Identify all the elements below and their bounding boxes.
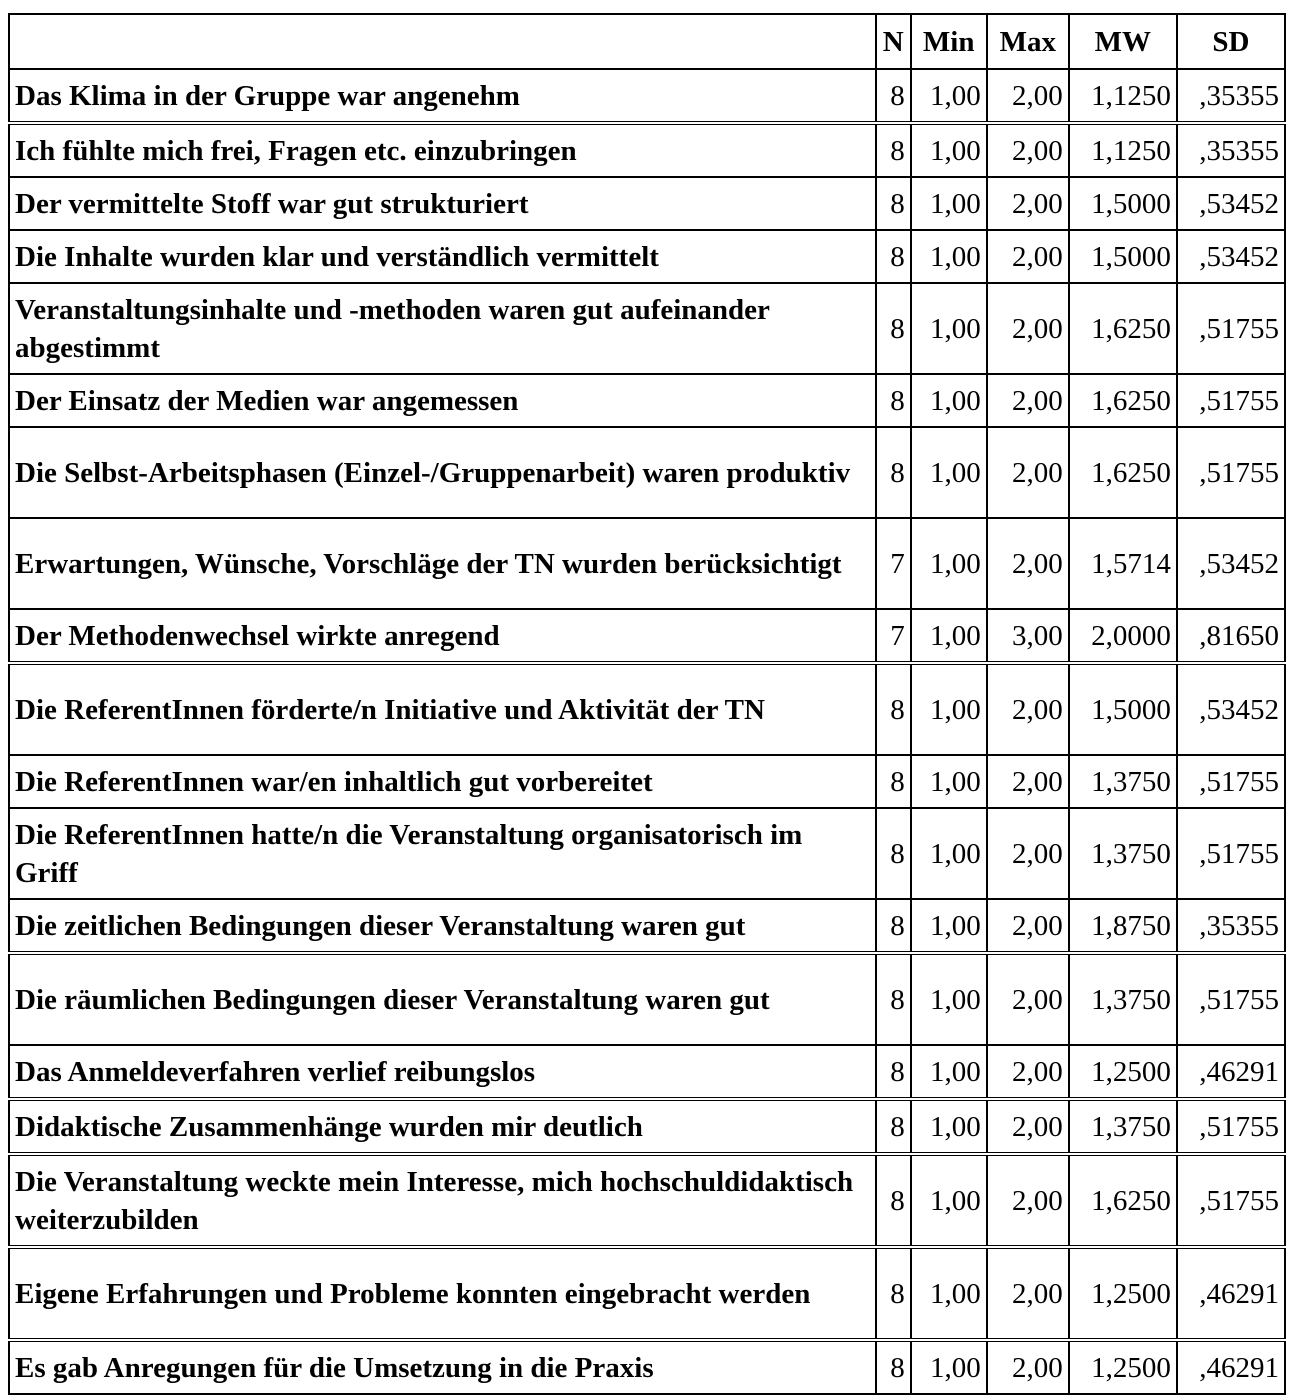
cell-max: 2,00 bbox=[987, 283, 1069, 374]
row-label: Ich fühlte mich frei, Fragen etc. einzubringen bbox=[9, 123, 876, 177]
cell-n: 8 bbox=[876, 69, 911, 123]
cell-mw: 1,8750 bbox=[1069, 899, 1177, 953]
cell-n: 7 bbox=[876, 518, 911, 609]
header-n: N bbox=[876, 14, 911, 69]
cell-sd: ,51755 bbox=[1177, 374, 1285, 427]
cell-min: 1,00 bbox=[911, 518, 987, 609]
cell-mw: 1,3750 bbox=[1069, 808, 1177, 899]
cell-sd: ,51755 bbox=[1177, 808, 1285, 899]
cell-n: 8 bbox=[876, 1045, 911, 1099]
cell-sd: ,81650 bbox=[1177, 609, 1285, 663]
table-row bbox=[9, 899, 1285, 953]
table-row bbox=[9, 808, 1285, 899]
header-row bbox=[9, 14, 1285, 69]
cell-min: 1,00 bbox=[911, 69, 987, 123]
cell-min: 1,00 bbox=[911, 1154, 987, 1247]
cell-sd: ,51755 bbox=[1177, 1154, 1285, 1247]
row-label: Die ReferentInnen förderte/n Initiative und Aktivität der TN bbox=[9, 663, 876, 755]
cell-mw: 1,5714 bbox=[1069, 518, 1177, 609]
table-row bbox=[9, 609, 1285, 663]
cell-sd: ,46291 bbox=[1177, 1045, 1285, 1099]
table-row bbox=[9, 283, 1285, 374]
cell-sd: ,46291 bbox=[1177, 1340, 1285, 1394]
cell-n: 8 bbox=[876, 663, 911, 755]
cell-max: 2,00 bbox=[987, 663, 1069, 755]
cell-min: 1,00 bbox=[911, 230, 987, 283]
cell-sd: ,51755 bbox=[1177, 1099, 1285, 1154]
cell-n: 8 bbox=[876, 953, 911, 1045]
table-row bbox=[9, 123, 1285, 177]
cell-max: 2,00 bbox=[987, 1154, 1069, 1247]
cell-mw: 2,0000 bbox=[1069, 609, 1177, 663]
row-label: Die Selbst-Arbeitsphasen (Einzel-/Gruppenarbeit) waren produktiv bbox=[9, 427, 876, 518]
row-label: Das Anmeldeverfahren verlief reibungslos bbox=[9, 1045, 876, 1099]
cell-sd: ,35355 bbox=[1177, 899, 1285, 953]
row-label: Die räumlichen Bedingungen dieser Veranstaltung waren gut bbox=[9, 953, 876, 1045]
table-row bbox=[9, 230, 1285, 283]
row-label: Die ReferentInnen hatte/n die Veranstaltung organisatorisch im Griff bbox=[9, 808, 876, 899]
cell-n: 8 bbox=[876, 1099, 911, 1154]
cell-mw: 1,3750 bbox=[1069, 1099, 1177, 1154]
row-label: Die ReferentInnen war/en inhaltlich gut vorbereitet bbox=[9, 755, 876, 808]
cell-sd: ,51755 bbox=[1177, 953, 1285, 1045]
cell-sd: ,35355 bbox=[1177, 69, 1285, 123]
cell-mw: 1,1250 bbox=[1069, 69, 1177, 123]
table-row bbox=[9, 1247, 1285, 1340]
cell-n: 8 bbox=[876, 1247, 911, 1340]
row-label: Der Methodenwechsel wirkte anregend bbox=[9, 609, 876, 663]
cell-max: 2,00 bbox=[987, 1099, 1069, 1154]
cell-max: 2,00 bbox=[987, 953, 1069, 1045]
cell-max: 2,00 bbox=[987, 69, 1069, 123]
cell-min: 1,00 bbox=[911, 755, 987, 808]
cell-mw: 1,6250 bbox=[1069, 1154, 1177, 1247]
cell-mw: 1,1250 bbox=[1069, 123, 1177, 177]
cell-min: 1,00 bbox=[911, 808, 987, 899]
table-row bbox=[9, 953, 1285, 1045]
cell-mw: 1,3750 bbox=[1069, 953, 1177, 1045]
cell-max: 2,00 bbox=[987, 427, 1069, 518]
cell-min: 1,00 bbox=[911, 427, 987, 518]
row-label: Der Einsatz der Medien war angemessen bbox=[9, 374, 876, 427]
cell-max: 2,00 bbox=[987, 1045, 1069, 1099]
cell-sd: ,53452 bbox=[1177, 177, 1285, 230]
cell-mw: 1,2500 bbox=[1069, 1045, 1177, 1099]
cell-mw: 1,6250 bbox=[1069, 283, 1177, 374]
cell-mw: 1,5000 bbox=[1069, 663, 1177, 755]
cell-min: 1,00 bbox=[911, 953, 987, 1045]
row-label: Didaktische Zusammenhänge wurden mir deutlich bbox=[9, 1099, 876, 1154]
header-max: Max bbox=[987, 14, 1069, 69]
cell-n: 8 bbox=[876, 1340, 911, 1394]
row-label: Der vermittelte Stoff war gut strukturiert bbox=[9, 177, 876, 230]
cell-min: 1,00 bbox=[911, 663, 987, 755]
cell-max: 2,00 bbox=[987, 374, 1069, 427]
row-label: Erwartungen, Wünsche, Vorschläge der TN wurden berücksichtigt bbox=[9, 518, 876, 609]
table-row bbox=[9, 1340, 1285, 1394]
cell-mw: 1,5000 bbox=[1069, 177, 1177, 230]
cell-n: 8 bbox=[876, 755, 911, 808]
cell-sd: ,51755 bbox=[1177, 283, 1285, 374]
cell-sd: ,51755 bbox=[1177, 755, 1285, 808]
cell-max: 2,00 bbox=[987, 808, 1069, 899]
cell-sd: ,53452 bbox=[1177, 230, 1285, 283]
row-label: Die zeitlichen Bedingungen dieser Veranstaltung waren gut bbox=[9, 899, 876, 953]
row-label: Eigene Erfahrungen und Probleme konnten eingebracht werden bbox=[9, 1247, 876, 1340]
cell-mw: 1,5000 bbox=[1069, 230, 1177, 283]
cell-min: 1,00 bbox=[911, 283, 987, 374]
table-row bbox=[9, 1154, 1285, 1247]
cell-n: 8 bbox=[876, 177, 911, 230]
cell-max: 2,00 bbox=[987, 755, 1069, 808]
cell-min: 1,00 bbox=[911, 177, 987, 230]
table-row bbox=[9, 518, 1285, 609]
row-label: Das Klima in der Gruppe war angenehm bbox=[9, 69, 876, 123]
cell-min: 1,00 bbox=[911, 374, 987, 427]
cell-n: 8 bbox=[876, 427, 911, 518]
table-row bbox=[9, 427, 1285, 518]
header-min: Min bbox=[911, 14, 987, 69]
cell-sd: ,51755 bbox=[1177, 427, 1285, 518]
cell-mw: 1,6250 bbox=[1069, 374, 1177, 427]
cell-sd: ,53452 bbox=[1177, 663, 1285, 755]
cell-min: 1,00 bbox=[911, 1340, 987, 1394]
cell-n: 8 bbox=[876, 374, 911, 427]
table-row bbox=[9, 177, 1285, 230]
cell-min: 1,00 bbox=[911, 1045, 987, 1099]
cell-max: 2,00 bbox=[987, 1247, 1069, 1340]
cell-min: 1,00 bbox=[911, 123, 987, 177]
cell-mw: 1,2500 bbox=[1069, 1340, 1177, 1394]
cell-max: 2,00 bbox=[987, 518, 1069, 609]
cell-min: 1,00 bbox=[911, 899, 987, 953]
table-row bbox=[9, 1099, 1285, 1154]
table-row bbox=[9, 1045, 1285, 1099]
cell-max: 2,00 bbox=[987, 177, 1069, 230]
cell-n: 7 bbox=[876, 609, 911, 663]
cell-sd: ,46291 bbox=[1177, 1247, 1285, 1340]
cell-min: 1,00 bbox=[911, 1247, 987, 1340]
cell-mw: 1,3750 bbox=[1069, 755, 1177, 808]
cell-sd: ,35355 bbox=[1177, 123, 1285, 177]
statistics-table bbox=[8, 13, 1286, 1395]
cell-max: 2,00 bbox=[987, 1340, 1069, 1394]
row-label: Veranstaltungsinhalte und -methoden waren gut aufeinander abgestimmt bbox=[9, 283, 876, 374]
cell-n: 8 bbox=[876, 808, 911, 899]
cell-max: 2,00 bbox=[987, 123, 1069, 177]
cell-n: 8 bbox=[876, 899, 911, 953]
row-label: Die Inhalte wurden klar und verständlich vermittelt bbox=[9, 230, 876, 283]
header-mw: MW bbox=[1069, 14, 1177, 69]
cell-max: 3,00 bbox=[987, 609, 1069, 663]
cell-min: 1,00 bbox=[911, 609, 987, 663]
cell-n: 8 bbox=[876, 123, 911, 177]
cell-max: 2,00 bbox=[987, 230, 1069, 283]
table-row bbox=[9, 69, 1285, 123]
cell-min: 1,00 bbox=[911, 1099, 987, 1154]
table-row bbox=[9, 755, 1285, 808]
cell-mw: 1,2500 bbox=[1069, 1247, 1177, 1340]
cell-sd: ,53452 bbox=[1177, 518, 1285, 609]
table-row bbox=[9, 663, 1285, 755]
row-label: Es gab Anregungen für die Umsetzung in die Praxis bbox=[9, 1340, 876, 1394]
cell-max: 2,00 bbox=[987, 899, 1069, 953]
header-sd: SD bbox=[1177, 14, 1285, 69]
cell-n: 8 bbox=[876, 283, 911, 374]
header-item bbox=[9, 14, 876, 69]
cell-n: 8 bbox=[876, 1154, 911, 1247]
row-label: Die Veranstaltung weckte mein Interesse, mich hochschuldidaktisch weiterzubilden bbox=[9, 1154, 876, 1247]
table-row bbox=[9, 374, 1285, 427]
cell-n: 8 bbox=[876, 230, 911, 283]
cell-mw: 1,6250 bbox=[1069, 427, 1177, 518]
